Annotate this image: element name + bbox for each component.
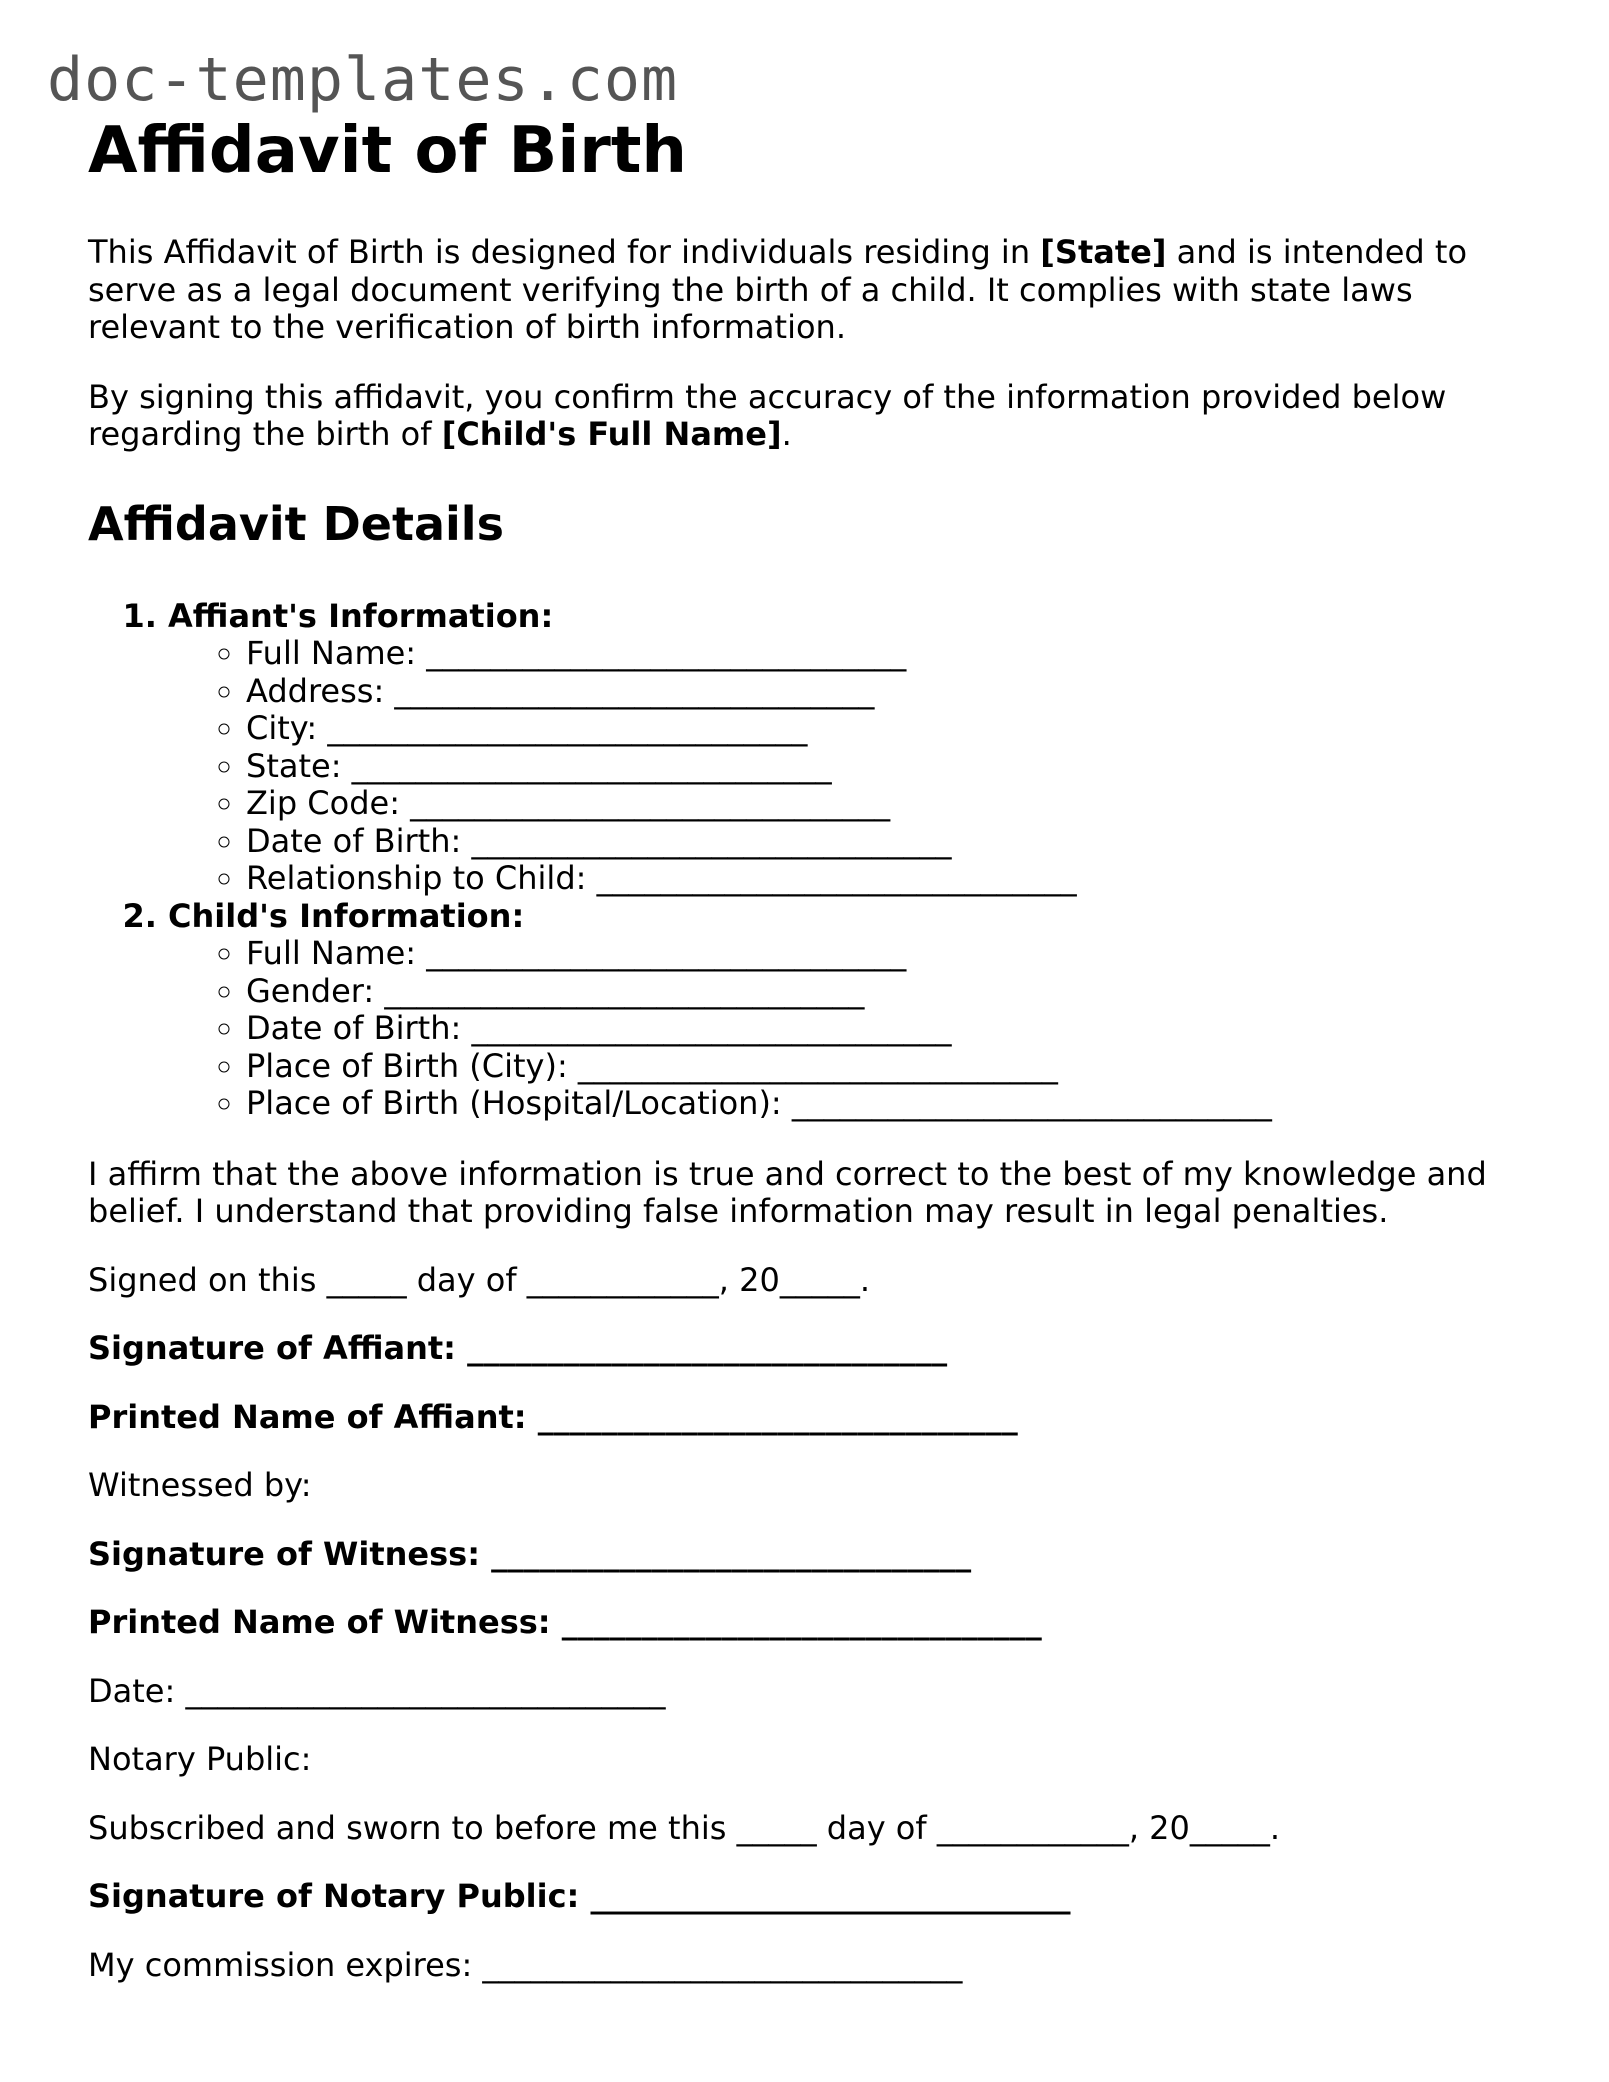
witnessed-by-label: Witnessed by: [88,1466,312,1504]
signature-notary-line[interactable]: Signature of Notary Public: ______________________________ [88,1877,1071,1915]
printed-name-affiant-line[interactable]: Printed Name of Affiant: ______________________________ [88,1397,1018,1436]
section-affiant-info [168,598,1528,898]
field-child-gender[interactable]: ◦ Gender: ______________________________ [246,973,1528,1011]
section-heading: Child's Information: [168,896,525,935]
field-affiant-full-name[interactable]: ◦ Full Name: ______________________________ [246,635,1528,673]
intro-paragraph-1 [88,234,1528,347]
state-placeholder: [State] [1040,233,1167,271]
subscribed-line[interactable]: Subscribed and sworn to before me this _____ day of ____________, 20_____. [88,1808,1281,1847]
intro-2-text-a: By signing this affidavit, you confirm the accuracy of the information provided below regarding the birth of [88,377,1447,453]
sections-list [88,598,1528,1123]
signed-on-line[interactable]: Signed on this _____ day of ____________, 20_____. [88,1260,871,1299]
field-child-dob[interactable]: ◦ Date of Birth: ______________________________ [246,1010,1528,1048]
child-name-placeholder: [Child's Full Name] [441,415,782,453]
commission-expires-line[interactable]: My commission expires: ______________________________ [88,1945,963,1984]
signature-witness-line[interactable]: Signature of Witness: ______________________________ [88,1534,972,1573]
field-affiant-relationship[interactable]: ◦ Relationship to Child: ______________________________ [246,860,1528,898]
document-title: Affidavit of Birth [88,114,687,188]
field-list [168,635,1528,898]
document-page [88,110,1528,1984]
notary-public-label: Notary Public: [88,1740,312,1778]
intro-2-text-b: . [781,415,792,453]
watermark: doc-templates.com [47,45,679,115]
field-affiant-state[interactable]: ◦ State: ______________________________ [246,748,1528,786]
signature-affiant-line[interactable]: Signature of Affiant: ______________________________ [88,1329,948,1367]
field-list [168,935,1528,1123]
field-affiant-address[interactable]: ◦ Address: ______________________________ [246,673,1528,711]
field-affiant-city[interactable]: ◦ City: ______________________________ [246,710,1528,748]
intro-1-text-b: and is intended to serve as a legal document verifying the birth of a child. It complies with state laws relevant to the verification of birth information. [88,233,1468,346]
intro-paragraph-2 [88,379,1528,454]
field-child-birth-city[interactable]: ◦ Place of Birth (City): ______________________________ [246,1048,1528,1086]
details-heading: Affidavit Details [88,496,504,551]
field-child-full-name[interactable]: ◦ Full Name: ______________________________ [246,935,1528,973]
intro-1-text-a: This Affidavit of Birth is designed for individuals residing in [88,233,1041,271]
printed-name-witness-line[interactable]: Printed Name of Witness: ______________________________ [88,1603,1042,1641]
affirmation-text: I affirm that the above information is true and correct to the best of my knowledge and belief. I understand that providing false information may result in legal penalties. [88,1154,1487,1230]
section-child-info [168,898,1528,1123]
field-child-birth-location[interactable]: ◦ Place of Birth (Hospital/Location): ______________________________ [246,1085,1528,1123]
section-heading: Affiant's Information: [168,596,554,635]
field-affiant-dob[interactable]: ◦ Date of Birth: ______________________________ [246,823,1528,861]
date-line[interactable]: Date: ______________________________ [88,1671,666,1710]
field-affiant-zip[interactable]: ◦ Zip Code: ______________________________ [246,785,1528,823]
